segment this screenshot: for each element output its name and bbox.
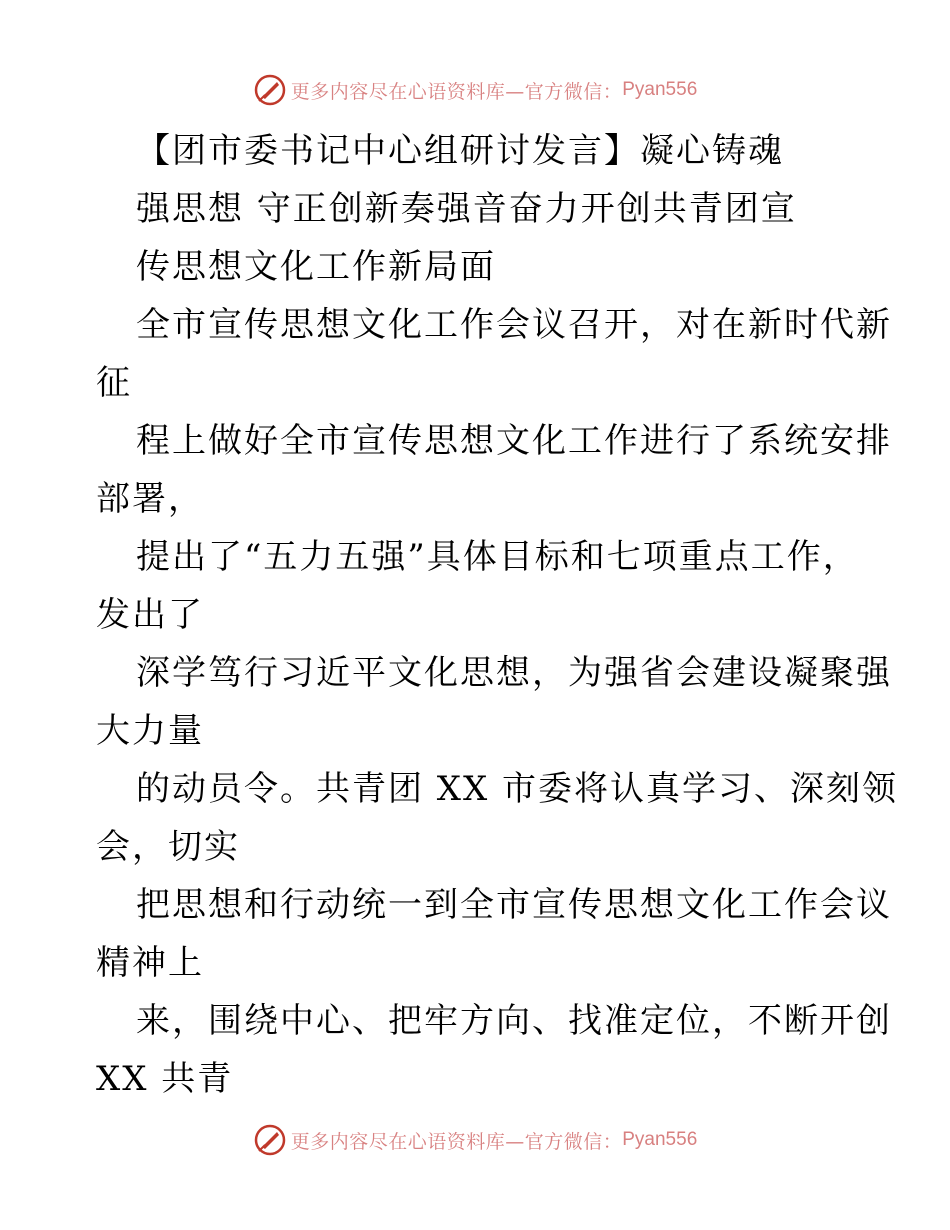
body-line: 发出了 [96, 595, 204, 635]
body-line: 征 [96, 363, 132, 403]
body-line: 把思想和行动统一到全市宣传思想文化工作会议 [136, 885, 892, 925]
body-line: 的动员令。共青团 XX 市委将认真学习、深刻领 [136, 769, 899, 809]
body-line: 【团市委书记中心组研讨发言】凝心铸魂 [136, 131, 784, 171]
body-line: 精神上 [96, 943, 204, 983]
footer-watermark [0, 1120, 950, 1160]
watermark-wechat-id: Pyan556 [622, 1129, 698, 1150]
body-line: 来，围绕中心、把牢方向、找准定位，不断开创 [136, 1001, 892, 1041]
quill-logo-icon [253, 73, 287, 107]
body-line: XX 共青 [96, 1059, 234, 1099]
body-line: 部署， [96, 479, 204, 519]
body-line: 大力量 [96, 711, 204, 751]
watermark-text: 更多内容尽在心语资料库—官方微信： [290, 1130, 623, 1153]
body-line: 全市宣传思想文化工作会议召开，对在新时代新 [136, 305, 892, 345]
quill-logo-icon [253, 1123, 287, 1157]
body-line: 程上做好全市宣传思想文化工作进行了系统安排 [136, 421, 892, 461]
body-line: 会，切实 [96, 827, 240, 867]
body-line: 提出了“五力五强”具体目标和七项重点工作， [136, 537, 859, 577]
watermark-wechat-id: Pyan556 [622, 79, 698, 100]
body-line: 传思想文化工作新局面 [136, 247, 496, 287]
header-watermark [0, 70, 950, 110]
watermark-text: 更多内容尽在心语资料库—官方微信： [290, 80, 623, 103]
document-body [96, 122, 899, 1108]
body-line: 深学笃行习近平文化思想，为强省会建设凝聚强 [136, 653, 892, 693]
body-line: 强思想 守正创新奏强音奋力开创共青团宣 [136, 189, 797, 229]
